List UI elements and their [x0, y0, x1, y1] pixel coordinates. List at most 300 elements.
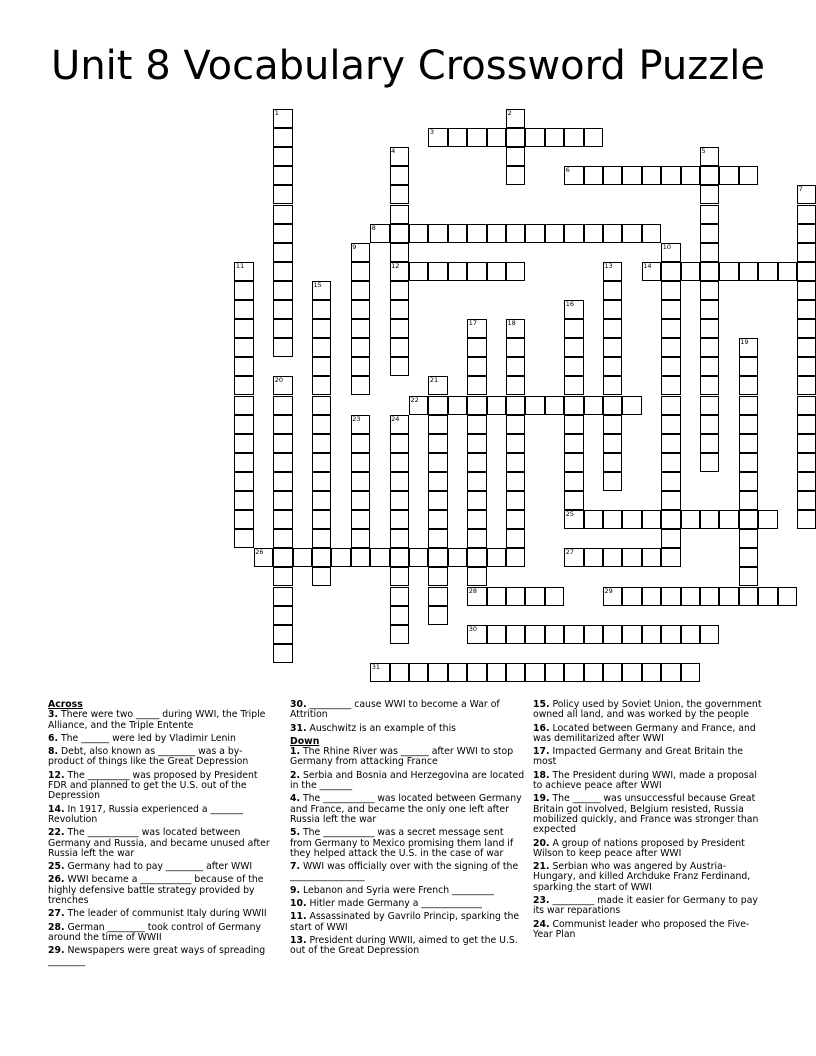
grid-cell[interactable] [603, 166, 622, 185]
grid-cell[interactable] [331, 548, 350, 567]
grid-cell[interactable] [661, 166, 680, 185]
grid-cell[interactable] [700, 338, 719, 357]
grid-cell[interactable] [390, 185, 409, 204]
grid-cell[interactable] [351, 434, 370, 453]
grid-cell[interactable] [584, 625, 603, 644]
grid-cell[interactable] [700, 300, 719, 319]
grid-cell[interactable] [661, 319, 680, 338]
grid-cell[interactable] [390, 625, 409, 644]
grid-cell[interactable] [700, 357, 719, 376]
grid-cell[interactable] [797, 281, 816, 300]
grid-cell[interactable] [642, 548, 661, 567]
grid-cell[interactable] [351, 357, 370, 376]
grid-cell[interactable] [603, 338, 622, 357]
grid-cell[interactable] [564, 625, 583, 644]
grid-cell[interactable] [506, 529, 525, 548]
grid-cell[interactable] [390, 434, 409, 453]
grid-cell[interactable] [719, 166, 738, 185]
grid-cell[interactable] [273, 606, 292, 625]
grid-cell[interactable] [797, 338, 816, 357]
grid-cell[interactable] [661, 281, 680, 300]
grid-cell[interactable] [487, 262, 506, 281]
grid-cell[interactable] [428, 510, 447, 529]
grid-cell[interactable] [661, 510, 680, 529]
grid-cell[interactable] [467, 396, 486, 415]
grid-cell[interactable] [273, 243, 292, 262]
grid-cell[interactable] [487, 625, 506, 644]
grid-cell[interactable] [564, 663, 583, 682]
grid-cell[interactable] [797, 415, 816, 434]
grid-cell[interactable] [312, 396, 331, 415]
grid-cell[interactable] [506, 548, 525, 567]
grid-cell[interactable] [409, 224, 428, 243]
grid-cell[interactable] [506, 625, 525, 644]
grid-cell[interactable] [234, 319, 253, 338]
grid-cell[interactable] [351, 472, 370, 491]
grid-cell[interactable] [681, 510, 700, 529]
grid-cell[interactable] [390, 472, 409, 491]
grid-cell[interactable] [739, 548, 758, 567]
grid-cell[interactable] [661, 663, 680, 682]
grid-cell[interactable] [390, 663, 409, 682]
grid-cell[interactable] [700, 625, 719, 644]
grid-cell[interactable] [661, 396, 680, 415]
grid-cell[interactable] [487, 663, 506, 682]
grid-cell[interactable] [467, 338, 486, 357]
grid-cell[interactable] [797, 396, 816, 415]
grid-cell[interactable] [739, 357, 758, 376]
grid-cell[interactable] [681, 625, 700, 644]
grid-cell[interactable] [273, 262, 292, 281]
grid-cell[interactable] [467, 567, 486, 586]
grid-cell[interactable] [564, 472, 583, 491]
grid-cell[interactable] [797, 319, 816, 338]
grid-cell[interactable] [622, 663, 641, 682]
grid-cell[interactable] [273, 319, 292, 338]
grid-cell[interactable] [603, 510, 622, 529]
grid-cell[interactable] [506, 587, 525, 606]
grid-cell[interactable] [351, 510, 370, 529]
grid-cell[interactable] [428, 415, 447, 434]
grid-cell[interactable] [390, 166, 409, 185]
grid-cell[interactable] [739, 434, 758, 453]
grid-cell[interactable] [622, 625, 641, 644]
grid-cell[interactable] [390, 281, 409, 300]
grid-cell[interactable] [467, 357, 486, 376]
grid-cell[interactable] [506, 453, 525, 472]
grid-cell[interactable] [273, 491, 292, 510]
grid-cell[interactable] [506, 147, 525, 166]
grid-cell[interactable] [545, 128, 564, 147]
grid-cell[interactable] [234, 453, 253, 472]
grid-cell[interactable] [603, 300, 622, 319]
grid-cell[interactable] [273, 625, 292, 644]
grid-cell[interactable] [234, 472, 253, 491]
grid-cell[interactable] [778, 587, 797, 606]
grid-cell[interactable] [681, 262, 700, 281]
grid-cell[interactable] [448, 548, 467, 567]
grid-cell[interactable] [661, 548, 680, 567]
grid-cell[interactable] [681, 166, 700, 185]
grid-cell[interactable] [739, 166, 758, 185]
grid-cell[interactable] [390, 319, 409, 338]
grid-cell[interactable] [603, 281, 622, 300]
grid-cell[interactable] [448, 128, 467, 147]
grid-cell[interactable] [564, 415, 583, 434]
grid-cell[interactable] [428, 262, 447, 281]
grid-cell[interactable] [525, 128, 544, 147]
grid-cell[interactable] [700, 319, 719, 338]
grid-cell[interactable] [564, 357, 583, 376]
grid-cell[interactable] [312, 300, 331, 319]
grid-cell[interactable] [428, 529, 447, 548]
grid-cell[interactable] [448, 396, 467, 415]
grid-cell[interactable] [506, 338, 525, 357]
grid-cell[interactable] [273, 434, 292, 453]
grid-cell[interactable] [467, 491, 486, 510]
grid-cell[interactable] [661, 625, 680, 644]
grid-cell[interactable] [661, 491, 680, 510]
grid-cell[interactable] [312, 319, 331, 338]
grid-cell[interactable] [409, 663, 428, 682]
grid-cell[interactable] [797, 453, 816, 472]
grid-cell[interactable] [234, 491, 253, 510]
grid-cell[interactable] [700, 262, 719, 281]
grid-cell[interactable] [758, 510, 777, 529]
grid-cell[interactable] [603, 434, 622, 453]
grid-cell[interactable] [273, 281, 292, 300]
grid-cell[interactable] [642, 510, 661, 529]
grid-cell[interactable] [661, 300, 680, 319]
grid-cell[interactable] [797, 510, 816, 529]
grid-cell[interactable] [506, 262, 525, 281]
grid-cell[interactable] [564, 376, 583, 395]
grid-cell[interactable] [351, 491, 370, 510]
grid-cell[interactable] [661, 529, 680, 548]
grid-cell[interactable] [681, 587, 700, 606]
grid-cell[interactable] [312, 453, 331, 472]
grid-cell[interactable] [564, 319, 583, 338]
grid-cell[interactable] [603, 472, 622, 491]
grid-cell[interactable] [642, 587, 661, 606]
grid-cell[interactable] [467, 128, 486, 147]
grid-cell[interactable] [525, 587, 544, 606]
grid-cell[interactable] [622, 396, 641, 415]
grid-cell[interactable] [506, 415, 525, 434]
grid-cell[interactable] [545, 587, 564, 606]
grid-cell[interactable] [390, 453, 409, 472]
grid-cell[interactable] [739, 262, 758, 281]
grid-cell[interactable] [797, 376, 816, 395]
grid-cell[interactable] [428, 396, 447, 415]
grid-cell[interactable] [564, 453, 583, 472]
grid-cell[interactable] [603, 453, 622, 472]
grid-cell[interactable] [739, 415, 758, 434]
grid-cell[interactable] [778, 262, 797, 281]
grid-cell[interactable] [312, 357, 331, 376]
grid-cell[interactable] [603, 357, 622, 376]
grid-cell[interactable] [739, 587, 758, 606]
grid-cell[interactable] [642, 224, 661, 243]
grid-cell[interactable] [467, 510, 486, 529]
grid-cell[interactable] [797, 224, 816, 243]
grid-cell[interactable] [351, 338, 370, 357]
grid-cell[interactable] [273, 529, 292, 548]
grid-cell[interactable] [234, 510, 253, 529]
grid-cell[interactable] [273, 300, 292, 319]
grid-cell[interactable] [506, 224, 525, 243]
grid-cell[interactable] [739, 567, 758, 586]
grid-cell[interactable] [351, 300, 370, 319]
grid-cell[interactable] [603, 224, 622, 243]
grid-cell[interactable] [273, 587, 292, 606]
grid-cell[interactable] [642, 625, 661, 644]
grid-cell[interactable] [739, 510, 758, 529]
grid-cell[interactable] [312, 376, 331, 395]
grid-cell[interactable] [661, 453, 680, 472]
grid-cell[interactable] [661, 338, 680, 357]
grid-cell[interactable] [661, 415, 680, 434]
grid-cell[interactable] [312, 415, 331, 434]
grid-cell[interactable] [661, 434, 680, 453]
grid-cell[interactable] [506, 396, 525, 415]
grid-cell[interactable] [428, 491, 447, 510]
grid-cell[interactable] [700, 224, 719, 243]
grid-cell[interactable] [506, 663, 525, 682]
grid-cell[interactable] [467, 224, 486, 243]
grid-cell[interactable] [467, 453, 486, 472]
grid-cell[interactable] [700, 510, 719, 529]
grid-cell[interactable] [428, 434, 447, 453]
grid-cell[interactable] [390, 548, 409, 567]
grid-cell[interactable] [506, 376, 525, 395]
grid-cell[interactable] [622, 224, 641, 243]
grid-cell[interactable] [584, 224, 603, 243]
grid-cell[interactable] [525, 224, 544, 243]
grid-cell[interactable] [312, 529, 331, 548]
grid-cell[interactable] [584, 548, 603, 567]
grid-cell[interactable] [584, 663, 603, 682]
grid-cell[interactable] [758, 587, 777, 606]
grid-cell[interactable] [312, 434, 331, 453]
grid-cell[interactable] [273, 644, 292, 663]
grid-cell[interactable] [487, 128, 506, 147]
grid-cell[interactable] [700, 243, 719, 262]
grid-cell[interactable] [273, 548, 292, 567]
grid-cell[interactable] [739, 453, 758, 472]
grid-cell[interactable] [448, 663, 467, 682]
grid-cell[interactable] [409, 262, 428, 281]
grid-cell[interactable] [545, 396, 564, 415]
grid-cell[interactable] [448, 224, 467, 243]
grid-cell[interactable] [390, 357, 409, 376]
grid-cell[interactable] [506, 491, 525, 510]
grid-cell[interactable] [545, 663, 564, 682]
grid-cell[interactable] [390, 606, 409, 625]
grid-cell[interactable] [428, 453, 447, 472]
grid-cell[interactable] [506, 434, 525, 453]
grid-cell[interactable] [681, 663, 700, 682]
grid-cell[interactable] [351, 453, 370, 472]
grid-cell[interactable] [700, 185, 719, 204]
grid-cell[interactable] [642, 663, 661, 682]
grid-cell[interactable] [603, 319, 622, 338]
grid-cell[interactable] [312, 338, 331, 357]
grid-cell[interactable] [448, 262, 467, 281]
grid-cell[interactable] [234, 338, 253, 357]
grid-cell[interactable] [312, 567, 331, 586]
grid-cell[interactable] [506, 166, 525, 185]
grid-cell[interactable] [797, 357, 816, 376]
grid-cell[interactable] [467, 262, 486, 281]
grid-cell[interactable] [273, 205, 292, 224]
grid-cell[interactable] [428, 472, 447, 491]
grid-cell[interactable] [273, 128, 292, 147]
grid-cell[interactable] [390, 338, 409, 357]
grid-cell[interactable] [603, 376, 622, 395]
grid-cell[interactable] [351, 529, 370, 548]
grid-cell[interactable] [758, 262, 777, 281]
grid-cell[interactable] [603, 548, 622, 567]
grid-cell[interactable] [661, 357, 680, 376]
grid-cell[interactable] [603, 663, 622, 682]
grid-cell[interactable] [564, 128, 583, 147]
grid-cell[interactable] [525, 625, 544, 644]
grid-cell[interactable] [234, 281, 253, 300]
grid-cell[interactable] [661, 376, 680, 395]
grid-cell[interactable] [622, 510, 641, 529]
grid-cell[interactable] [390, 205, 409, 224]
grid-cell[interactable] [487, 587, 506, 606]
grid-cell[interactable] [584, 510, 603, 529]
grid-cell[interactable] [797, 243, 816, 262]
grid-cell[interactable] [467, 376, 486, 395]
grid-cell[interactable] [739, 529, 758, 548]
grid-cell[interactable] [603, 396, 622, 415]
grid-cell[interactable] [390, 587, 409, 606]
grid-cell[interactable] [467, 472, 486, 491]
grid-cell[interactable] [390, 567, 409, 586]
grid-cell[interactable] [487, 224, 506, 243]
grid-cell[interactable] [564, 338, 583, 357]
grid-cell[interactable] [312, 472, 331, 491]
grid-cell[interactable] [273, 472, 292, 491]
grid-cell[interactable] [234, 396, 253, 415]
grid-cell[interactable] [234, 357, 253, 376]
grid-cell[interactable] [428, 224, 447, 243]
grid-cell[interactable] [273, 224, 292, 243]
grid-cell[interactable] [351, 548, 370, 567]
grid-cell[interactable] [797, 434, 816, 453]
grid-cell[interactable] [234, 529, 253, 548]
grid-cell[interactable] [525, 663, 544, 682]
grid-cell[interactable] [700, 453, 719, 472]
grid-cell[interactable] [564, 491, 583, 510]
grid-cell[interactable] [390, 243, 409, 262]
grid-cell[interactable] [234, 300, 253, 319]
grid-cell[interactable] [700, 376, 719, 395]
grid-cell[interactable] [428, 548, 447, 567]
grid-cell[interactable] [622, 548, 641, 567]
grid-cell[interactable] [234, 434, 253, 453]
grid-cell[interactable] [584, 128, 603, 147]
grid-cell[interactable] [234, 415, 253, 434]
grid-cell[interactable] [370, 548, 389, 567]
grid-cell[interactable] [273, 453, 292, 472]
grid-cell[interactable] [700, 205, 719, 224]
grid-cell[interactable] [390, 300, 409, 319]
grid-cell[interactable] [603, 415, 622, 434]
grid-cell[interactable] [719, 262, 738, 281]
grid-cell[interactable] [351, 319, 370, 338]
grid-cell[interactable] [273, 166, 292, 185]
grid-cell[interactable] [622, 587, 641, 606]
grid-cell[interactable] [797, 205, 816, 224]
grid-cell[interactable] [312, 510, 331, 529]
grid-cell[interactable] [467, 548, 486, 567]
grid-cell[interactable] [409, 548, 428, 567]
grid-cell[interactable] [700, 434, 719, 453]
grid-cell[interactable] [564, 434, 583, 453]
grid-cell[interactable] [739, 376, 758, 395]
grid-cell[interactable] [719, 587, 738, 606]
grid-cell[interactable] [700, 415, 719, 434]
grid-cell[interactable] [603, 625, 622, 644]
grid-cell[interactable] [487, 396, 506, 415]
grid-cell[interactable] [428, 606, 447, 625]
grid-cell[interactable] [739, 472, 758, 491]
grid-cell[interactable] [467, 434, 486, 453]
grid-cell[interactable] [293, 548, 312, 567]
grid-cell[interactable] [661, 472, 680, 491]
grid-cell[interactable] [273, 338, 292, 357]
grid-cell[interactable] [719, 510, 738, 529]
grid-cell[interactable] [351, 376, 370, 395]
grid-cell[interactable] [428, 587, 447, 606]
grid-cell[interactable] [661, 587, 680, 606]
grid-cell[interactable] [622, 166, 641, 185]
grid-cell[interactable] [467, 415, 486, 434]
grid-cell[interactable] [487, 548, 506, 567]
grid-cell[interactable] [506, 128, 525, 147]
grid-cell[interactable] [467, 663, 486, 682]
grid-cell[interactable] [351, 262, 370, 281]
grid-cell[interactable] [273, 147, 292, 166]
grid-cell[interactable] [234, 376, 253, 395]
grid-cell[interactable] [700, 587, 719, 606]
grid-cell[interactable] [390, 529, 409, 548]
grid-cell[interactable] [545, 224, 564, 243]
grid-cell[interactable] [700, 396, 719, 415]
grid-cell[interactable] [390, 510, 409, 529]
grid-cell[interactable] [564, 396, 583, 415]
grid-cell[interactable] [525, 396, 544, 415]
grid-cell[interactable] [351, 281, 370, 300]
grid-cell[interactable] [700, 166, 719, 185]
grid-cell[interactable] [739, 396, 758, 415]
grid-cell[interactable] [273, 415, 292, 434]
grid-cell[interactable] [273, 567, 292, 586]
grid-cell[interactable] [273, 510, 292, 529]
grid-cell[interactable] [428, 663, 447, 682]
grid-cell[interactable] [564, 224, 583, 243]
grid-cell[interactable] [506, 472, 525, 491]
grid-cell[interactable] [428, 567, 447, 586]
grid-cell[interactable] [584, 396, 603, 415]
grid-cell[interactable] [797, 300, 816, 319]
grid-cell[interactable] [642, 166, 661, 185]
grid-cell[interactable] [661, 262, 680, 281]
